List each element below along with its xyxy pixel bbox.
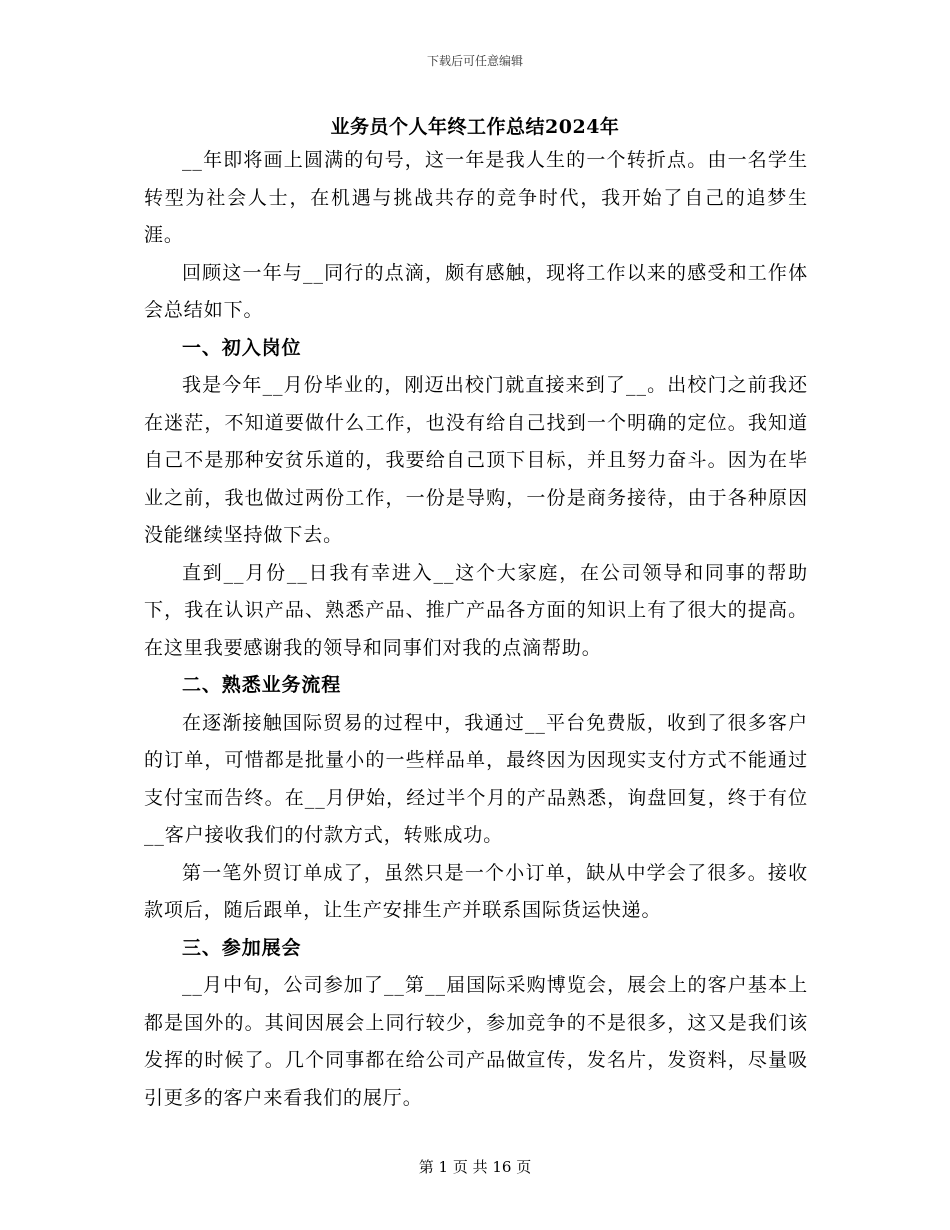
paragraph-review: 回顾这一年与__同行的点滴，颇有感触，现将工作以来的感受和工作体会总结如下。 [144,261,808,321]
paragraph-intro: __年即将画上圆满的句号，这一年是我人生的一个转折点。由一名学生转型为社会人士，在机遇与挑战共存的竞争时代，我开始了自己的追梦生涯。 [144,149,808,246]
paragraph-section-1-a: 我是今年__月份毕业的，刚迈出校门就直接来到了__。出校门之前我还在迷茫，不知道要做什么工作，也没有给自己找到一个明确的定位。我知道自己不是那种安贫乐道的，我要给自己顶下目标，并且努力奋斗。因为在毕业之前，我也做过两份工作，一份是导购，一份是商务接待，由于各种原因没能继续坚持做下去。 [144,374,808,546]
paragraph-section-1-b: 直到__月份__日我有幸进入__这个大家庭，在公司领导和同事的帮助下，我在认识产品、熟悉产品、推广产品各方面的知识上有了很大的提高。在这里我要感谢我的领导和同事们对我的点滴帮助。 [144,561,808,659]
section-heading-1: 一、初入岗位 [182,336,302,359]
document-title: 业务员个人年终工作总结2024年 [330,116,620,138]
page-number-footer: 第 1 页 共 16 页 [418,1158,532,1176]
document-body [144,142,808,1117]
page-header-note: 下载后可任意编辑 [426,54,523,68]
paragraph-section-3-a: __月中旬，公司参加了__第__届国际采购博览会，展会上的客户基本上都是国外的。其间因展会上同行较少，参加竞争的不是很多，这又是我们该发挥的时候了。几个同事都在给公司产品做宣传，发名片，发资料，尽量吸引更多的客户来看我们的展厅。 [144,974,808,1109]
paragraph-section-2-b: 第一笔外贸订单成了，虽然只是一个小订单，缺从中学会了很多。接收款项后，随后跟单，让生产安排生产并联系国际货运快递。 [144,861,808,921]
paragraph-section-2-a: 在逐渐接触国际贸易的过程中，我通过__平台免费版，收到了很多客户的订单，可惜都是批量小的一些样品单，最终因为因现实支付方式不能通过支付宝而告终。在__月伊始，经过半个月的产品熟悉，询盘回复，终于有位__客户接收我们的付款方式，转账成功。 [144,711,808,846]
section-heading-3: 三、参加展会 [182,936,302,959]
section-heading-2: 二、熟悉业务流程 [182,674,342,696]
